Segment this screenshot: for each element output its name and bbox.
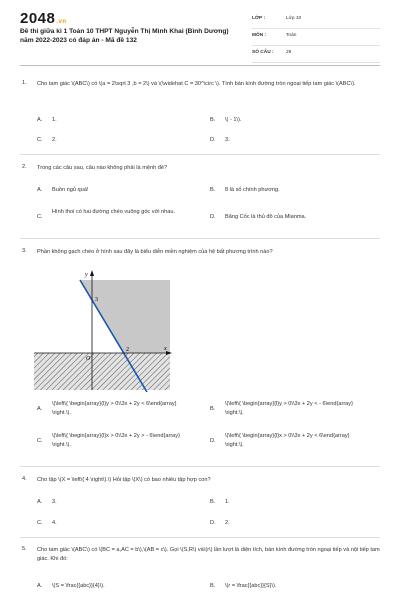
page-title: Đề thi giữa kì 1 Toán 10 THPT Nguyễn Thị Minh Khai (Bình Dương) năm 2022-2023 có đáp án - Mã đề 132 (20, 28, 229, 44)
question-text: Cho tam giác \(ABC\) có \(a = 2\sqrt 3 ,b = 2\) và \(\widehat C = 30^\circ \). Tính bán kính đường tròn ngoại tiếp tam giác \(ABC\). (37, 81, 356, 87)
origin-label: O (86, 356, 91, 362)
divider (20, 537, 380, 538)
y-tick-label: 3 (95, 297, 98, 303)
header-divider (20, 65, 380, 66)
divider (20, 238, 380, 239)
question-text: Trong các câu sau, câu nào không phải là mệnh đề? (37, 165, 168, 171)
question-text: Cho tập \(X = \left\{ 4 \right\}.\) Hỏi tập \(X\) có bao nhiêu tập hợp con? (37, 477, 211, 483)
divider (20, 466, 380, 467)
info-subject: MÔN : Toán (252, 29, 380, 46)
info-question-count: SỐ CÂU : 29 (252, 46, 380, 63)
divider (20, 154, 380, 155)
x-tick-label: 2 (126, 347, 129, 353)
question-text: Phần không gạch chéo ở hình sau đây là biểu diễn miền nghiệm của hệ bất phương trình nào? (37, 249, 273, 255)
x-axis-label: x (164, 346, 167, 352)
page-header (0, 0, 400, 64)
info-class: LỚP : Lớp 10 (252, 12, 380, 29)
question-text: Cho tam giác \(ABC\) có \(BC = a,AC = b\),\(AB = c\). Gọi \(S,R\) và\(r\) lần lượt là diện tích, bán kính đường tròn ngoại tiếp và nội tiếp tam giác. Khi đó: (37, 547, 380, 562)
site-logo[interactable]: 2048.vn (20, 10, 67, 27)
exam-info (252, 12, 380, 63)
inequality-graph (34, 266, 174, 392)
solution-region (80, 280, 170, 353)
y-axis-label: y (85, 272, 88, 278)
